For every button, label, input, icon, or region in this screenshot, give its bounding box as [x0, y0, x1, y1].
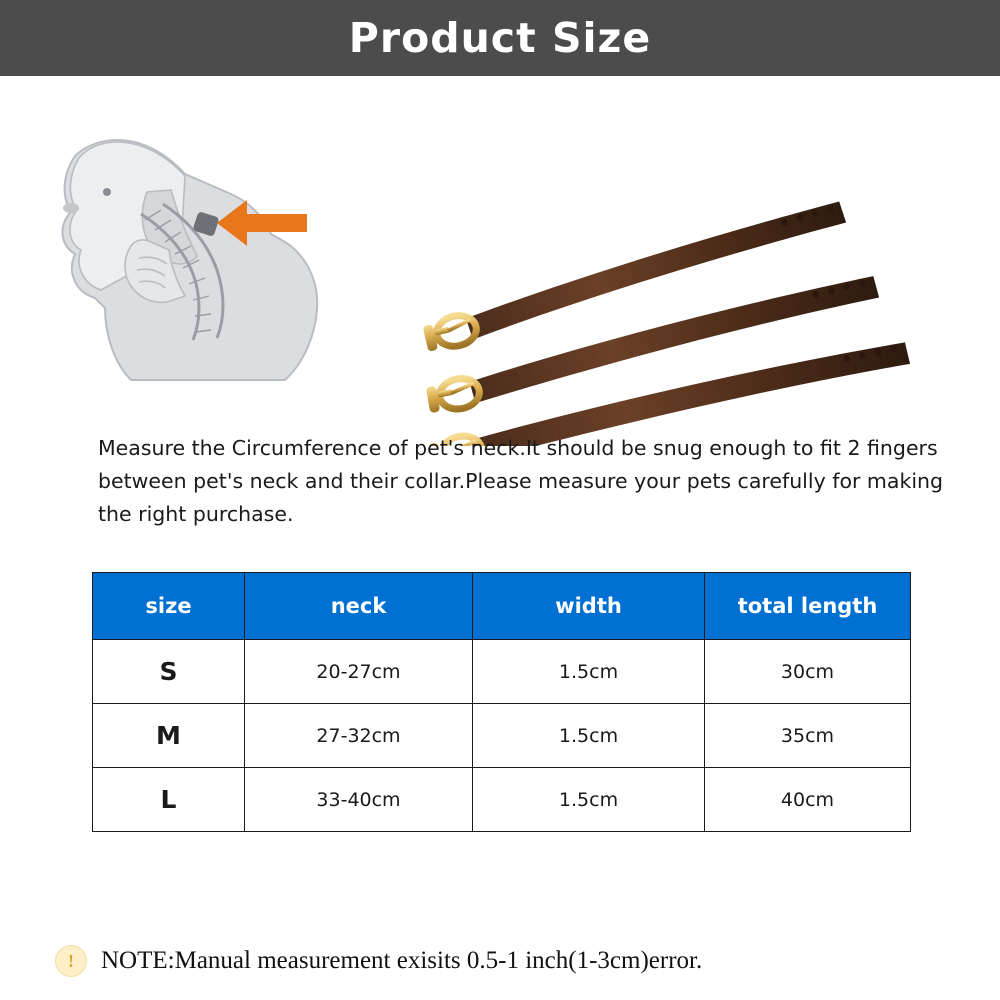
cell-neck: 20-27cm	[245, 640, 473, 704]
column-header-neck: neck	[245, 573, 473, 640]
cell-neck: 33-40cm	[245, 768, 473, 832]
table-row	[93, 640, 911, 704]
leather-collars-photo	[410, 106, 970, 446]
dog-neck-measurement-diagram	[35, 96, 345, 386]
divider	[0, 925, 1000, 926]
column-header-total-length: total length	[705, 573, 911, 640]
cell-size: S	[93, 640, 245, 704]
cell-total-length: 40cm	[705, 768, 911, 832]
cell-neck: 27-32cm	[245, 704, 473, 768]
table-row	[93, 704, 911, 768]
column-header-size: size	[93, 573, 245, 640]
exclamation-icon: !	[55, 945, 87, 977]
note-row	[55, 945, 702, 977]
cell-width: 1.5cm	[473, 768, 705, 832]
cell-total-length: 30cm	[705, 640, 911, 704]
table-row	[93, 768, 911, 832]
cell-size: M	[93, 704, 245, 768]
page-title: Product Size	[348, 14, 652, 62]
measurement-instructions: Measure the Circumference of pet's neck.It should be snug enough to fit 2 fingers between pet's neck and their collar.Please measure your pets carefully for making the right purchase.	[98, 436, 944, 526]
cell-size: L	[93, 768, 245, 832]
cell-width: 1.5cm	[473, 640, 705, 704]
table-header-row	[93, 573, 911, 640]
column-header-width: width	[473, 573, 705, 640]
illustration-area	[0, 76, 1000, 416]
header-banner	[0, 0, 1000, 76]
cell-width: 1.5cm	[473, 704, 705, 768]
note-text: NOTE:Manual measurement exisits 0.5-1 inch(1-3cm)error.	[101, 947, 703, 974]
size-table	[92, 572, 911, 832]
cell-total-length: 35cm	[705, 704, 911, 768]
